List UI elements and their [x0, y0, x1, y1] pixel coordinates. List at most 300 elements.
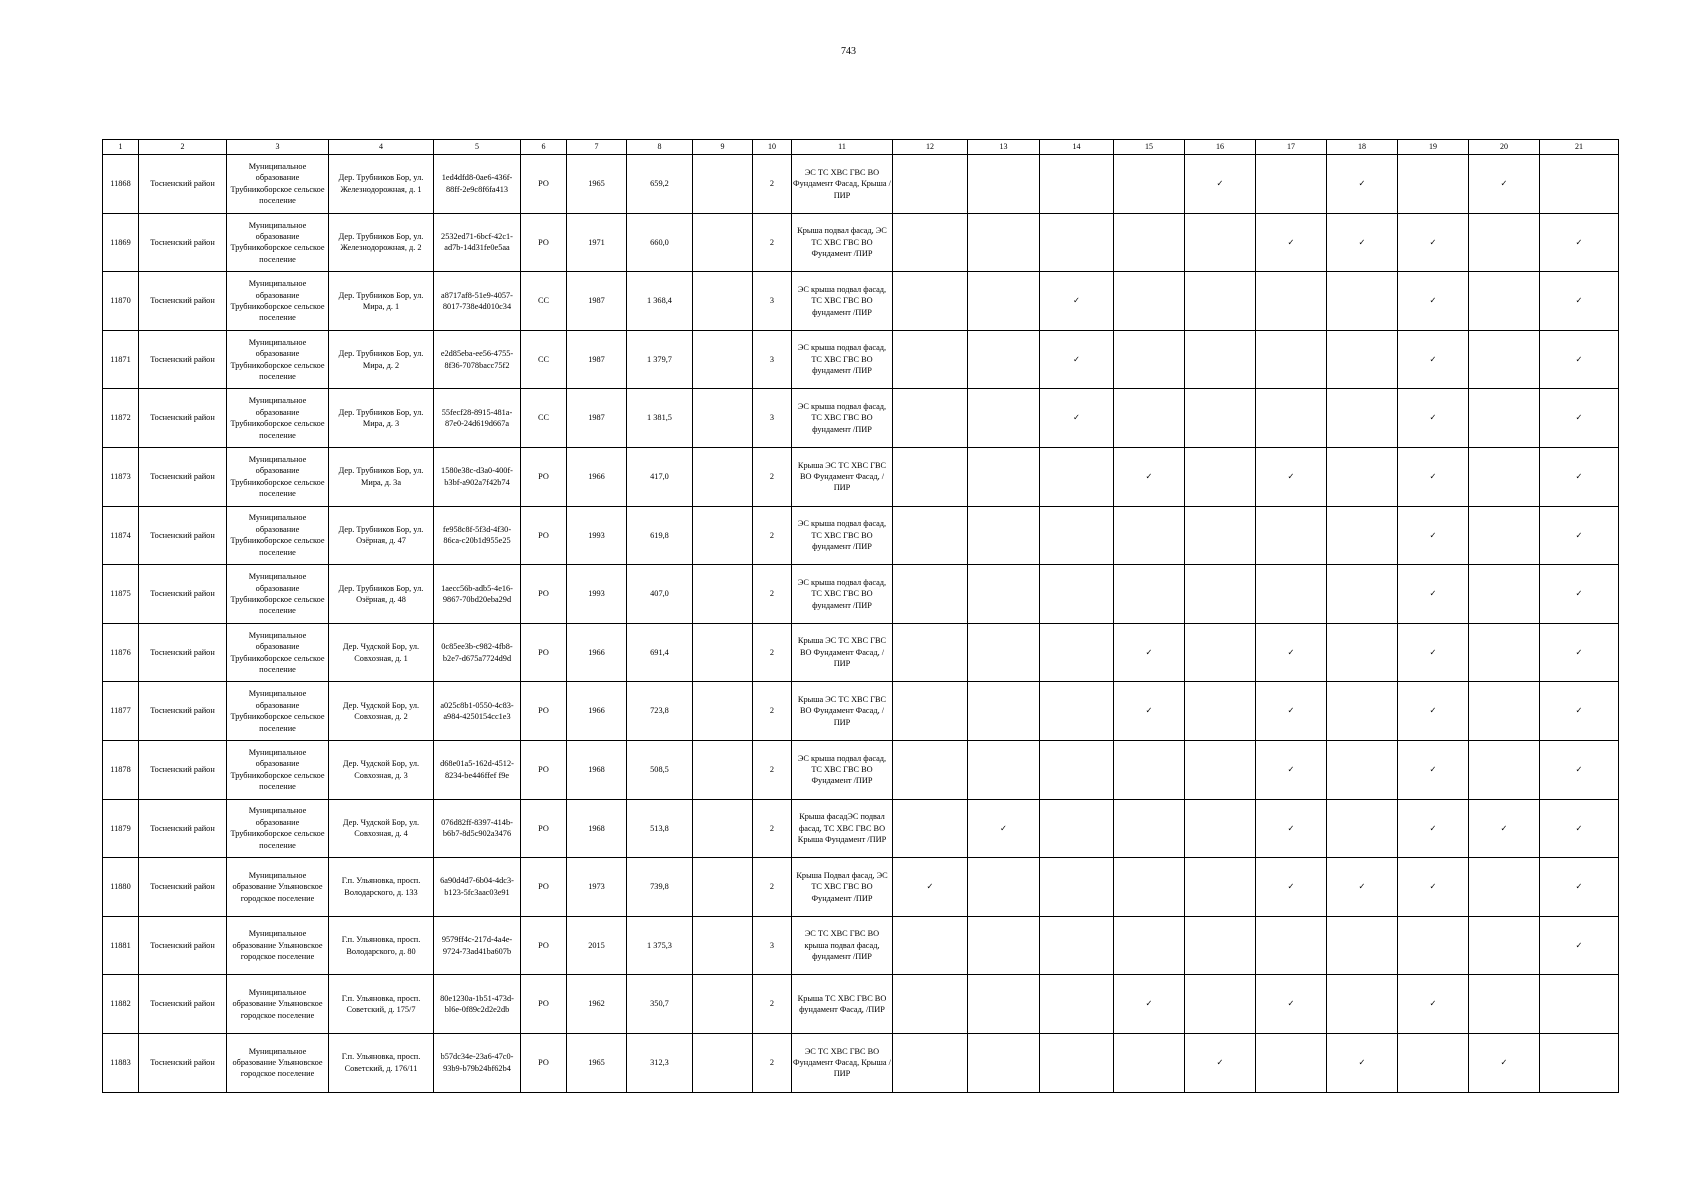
record-id-cell: 11877 — [103, 682, 139, 741]
column-header: 15 — [1114, 140, 1185, 155]
area-cell: 513,8 — [627, 799, 693, 858]
record-id-cell: 11879 — [103, 799, 139, 858]
municipality-cell: Муниципальное образование Трубникоборское сельское поселение — [227, 506, 329, 565]
check-cell-13 — [968, 330, 1040, 389]
check-cell-15 — [1114, 740, 1185, 799]
district-cell: Тосненский район — [139, 272, 227, 331]
check-cell-12 — [893, 330, 968, 389]
check-cell-16 — [1185, 682, 1256, 741]
check-cell-19: ✓ — [1398, 330, 1469, 389]
column-10-cell: 2 — [753, 565, 792, 624]
address-cell: Г.п. Ульяновка, просп. Советский, д. 176/11 — [329, 1033, 434, 1092]
check-cell-19: ✓ — [1398, 213, 1469, 272]
check-cell-19: ✓ — [1398, 799, 1469, 858]
check-cell-21 — [1540, 155, 1619, 214]
check-cell-12 — [893, 506, 968, 565]
check-cell-21: ✓ — [1540, 740, 1619, 799]
check-cell-14 — [1040, 213, 1114, 272]
column-header: 8 — [627, 140, 693, 155]
year-cell: 1966 — [567, 447, 627, 506]
column-header: 3 — [227, 140, 329, 155]
check-cell-20 — [1469, 975, 1540, 1034]
guid-cell: 80e1230a-1b51-473d-bl6e-0f89c2d2e2db — [434, 975, 521, 1034]
guid-cell: a8717af8-51e9-4057-8017-738e4d010c34 — [434, 272, 521, 331]
check-cell-13 — [968, 740, 1040, 799]
check-cell-20 — [1469, 389, 1540, 448]
check-cell-20 — [1469, 682, 1540, 741]
column-10-cell: 2 — [753, 506, 792, 565]
guid-cell: 1580e38c-d3a0-400f-b3bf-a902a7f42b74 — [434, 447, 521, 506]
check-cell-19: ✓ — [1398, 389, 1469, 448]
check-cell-18 — [1327, 623, 1398, 682]
check-cell-14 — [1040, 155, 1114, 214]
column-header: 16 — [1185, 140, 1256, 155]
record-id-cell: 11871 — [103, 330, 139, 389]
column-header: 18 — [1327, 140, 1398, 155]
district-cell: Тосненский район — [139, 506, 227, 565]
guid-cell: 2532ed71-6bcf-42c1-ad7b-14d31fe0e5aa — [434, 213, 521, 272]
column-header: 13 — [968, 140, 1040, 155]
check-cell-18 — [1327, 682, 1398, 741]
column-10-cell: 3 — [753, 916, 792, 975]
record-id-cell: 11883 — [103, 1033, 139, 1092]
check-cell-13 — [968, 916, 1040, 975]
check-cell-18 — [1327, 740, 1398, 799]
check-cell-15 — [1114, 506, 1185, 565]
column-9-cell — [693, 682, 753, 741]
column-9-cell — [693, 858, 753, 917]
ownership-type-cell: СС — [521, 330, 567, 389]
area-cell: 417,0 — [627, 447, 693, 506]
table-row — [103, 682, 1619, 741]
column-header: 20 — [1469, 140, 1540, 155]
check-cell-14 — [1040, 858, 1114, 917]
check-cell-12 — [893, 916, 968, 975]
check-cell-20: ✓ — [1469, 1033, 1540, 1092]
check-cell-18 — [1327, 799, 1398, 858]
check-cell-12 — [893, 682, 968, 741]
district-cell: Тосненский район — [139, 740, 227, 799]
check-cell-19: ✓ — [1398, 447, 1469, 506]
check-cell-19 — [1398, 155, 1469, 214]
district-cell: Тосненский район — [139, 682, 227, 741]
check-cell-14 — [1040, 447, 1114, 506]
municipality-cell: Муниципальное образование Трубникоборское сельское поселение — [227, 155, 329, 214]
ownership-type-cell: РО — [521, 740, 567, 799]
district-cell: Тосненский район — [139, 565, 227, 624]
table-row — [103, 213, 1619, 272]
works-cell: ЭС крыша подвал фасад, ТС ХВС ГВС ВО фундамент /ПИР — [792, 272, 893, 331]
check-cell-16 — [1185, 565, 1256, 624]
table-row — [103, 799, 1619, 858]
district-cell: Тосненский район — [139, 389, 227, 448]
check-cell-16 — [1185, 330, 1256, 389]
check-cell-15 — [1114, 1033, 1185, 1092]
check-cell-16 — [1185, 623, 1256, 682]
year-cell: 1965 — [567, 1033, 627, 1092]
check-cell-19: ✓ — [1398, 506, 1469, 565]
address-cell: Дер. Трубников Бор, ул. Мира, д. 2 — [329, 330, 434, 389]
check-cell-14: ✓ — [1040, 330, 1114, 389]
check-cell-17: ✓ — [1256, 799, 1327, 858]
year-cell: 1966 — [567, 682, 627, 741]
column-9-cell — [693, 740, 753, 799]
column-header: 9 — [693, 140, 753, 155]
column-9-cell — [693, 389, 753, 448]
check-cell-16 — [1185, 213, 1256, 272]
column-10-cell: 2 — [753, 799, 792, 858]
address-cell: Дер. Трубников Бор, ул. Озёрная, д. 47 — [329, 506, 434, 565]
table-row — [103, 740, 1619, 799]
check-cell-14 — [1040, 1033, 1114, 1092]
year-cell: 1973 — [567, 858, 627, 917]
page-number: 743 — [841, 46, 856, 57]
check-cell-16 — [1185, 506, 1256, 565]
record-id-cell: 11869 — [103, 213, 139, 272]
table-row — [103, 565, 1619, 624]
works-cell: Крыша подвал фасад, ЭС ТС ХВС ГВС ВО Фундамент /ПИР — [792, 213, 893, 272]
ownership-type-cell: РО — [521, 213, 567, 272]
year-cell: 1993 — [567, 506, 627, 565]
check-cell-20 — [1469, 272, 1540, 331]
ownership-type-cell: СС — [521, 389, 567, 448]
area-cell: 1 381,5 — [627, 389, 693, 448]
district-cell: Тосненский район — [139, 213, 227, 272]
check-cell-14 — [1040, 975, 1114, 1034]
district-cell: Тосненский район — [139, 916, 227, 975]
check-cell-16 — [1185, 389, 1256, 448]
area-cell: 691,4 — [627, 623, 693, 682]
record-id-cell: 11878 — [103, 740, 139, 799]
check-cell-20: ✓ — [1469, 155, 1540, 214]
municipality-cell: Муниципальное образование Ульяновское городское поселение — [227, 1033, 329, 1092]
table-row — [103, 916, 1619, 975]
check-cell-18: ✓ — [1327, 1033, 1398, 1092]
guid-cell: b57dc34e-23a6-47c0-93b9-b79b24bf62b4 — [434, 1033, 521, 1092]
year-cell: 1968 — [567, 740, 627, 799]
column-9-cell — [693, 799, 753, 858]
column-9-cell — [693, 330, 753, 389]
column-header: 14 — [1040, 140, 1114, 155]
guid-cell: d68e01a5-162d-4512-8234-be446ffef f9e — [434, 740, 521, 799]
check-cell-17: ✓ — [1256, 623, 1327, 682]
year-cell: 1965 — [567, 155, 627, 214]
column-10-cell: 3 — [753, 389, 792, 448]
works-cell: ЭС крыша подвал фасад, ТС ХВС ГВС ВО фундамент /ПИР — [792, 565, 893, 624]
address-cell: Дер. Трубников Бор, ул. Мира, д. 3а — [329, 447, 434, 506]
check-cell-13 — [968, 1033, 1040, 1092]
check-cell-20 — [1469, 623, 1540, 682]
guid-cell: 0c85ee3b-c982-4fb8-b2e7-d675a7724d9d — [434, 623, 521, 682]
column-header: 2 — [139, 140, 227, 155]
check-cell-17: ✓ — [1256, 447, 1327, 506]
guid-cell: 1ed4dfd8-0ae6-436f-88ff-2e9c8f6fa413 — [434, 155, 521, 214]
municipality-cell: Муниципальное образование Трубникоборское сельское поселение — [227, 799, 329, 858]
column-9-cell — [693, 272, 753, 331]
check-cell-15 — [1114, 858, 1185, 917]
district-cell: Тосненский район — [139, 330, 227, 389]
check-cell-20 — [1469, 506, 1540, 565]
column-header: 6 — [521, 140, 567, 155]
ownership-type-cell: РО — [521, 975, 567, 1034]
check-cell-12 — [893, 389, 968, 448]
year-cell: 1971 — [567, 213, 627, 272]
table-row — [103, 1033, 1619, 1092]
check-cell-20 — [1469, 916, 1540, 975]
check-cell-17 — [1256, 155, 1327, 214]
column-9-cell — [693, 623, 753, 682]
address-cell: Дер. Трубников Бор, ул. Озёрная, д. 48 — [329, 565, 434, 624]
ownership-type-cell: РО — [521, 916, 567, 975]
check-cell-21: ✓ — [1540, 389, 1619, 448]
works-cell: ЭС крыша подвал фасад, ТС ХВС ГВС ВО фундамент /ПИР — [792, 506, 893, 565]
check-cell-17: ✓ — [1256, 858, 1327, 917]
column-10-cell: 2 — [753, 623, 792, 682]
column-header: 21 — [1540, 140, 1619, 155]
check-cell-21: ✓ — [1540, 565, 1619, 624]
column-10-cell: 2 — [753, 447, 792, 506]
check-cell-14 — [1040, 623, 1114, 682]
check-cell-21: ✓ — [1540, 330, 1619, 389]
area-cell: 1 375,3 — [627, 916, 693, 975]
area-cell: 312,3 — [627, 1033, 693, 1092]
record-id-cell: 11876 — [103, 623, 139, 682]
check-cell-17 — [1256, 272, 1327, 331]
check-cell-12: ✓ — [893, 858, 968, 917]
district-cell: Тосненский район — [139, 155, 227, 214]
check-cell-19: ✓ — [1398, 975, 1469, 1034]
guid-cell: fe958c8f-5f3d-4f30-86ca-c20b1d955e25 — [434, 506, 521, 565]
check-cell-12 — [893, 155, 968, 214]
record-id-cell: 11873 — [103, 447, 139, 506]
area-cell: 1 368,4 — [627, 272, 693, 331]
check-cell-20 — [1469, 213, 1540, 272]
municipality-cell: Муниципальное образование Трубникоборское сельское поселение — [227, 740, 329, 799]
year-cell: 1987 — [567, 330, 627, 389]
check-cell-21: ✓ — [1540, 916, 1619, 975]
year-cell: 1962 — [567, 975, 627, 1034]
check-cell-13 — [968, 155, 1040, 214]
check-cell-15: ✓ — [1114, 623, 1185, 682]
record-id-cell: 11870 — [103, 272, 139, 331]
area-cell: 660,0 — [627, 213, 693, 272]
table-row — [103, 155, 1619, 214]
check-cell-16 — [1185, 916, 1256, 975]
check-cell-17 — [1256, 389, 1327, 448]
area-cell: 508,5 — [627, 740, 693, 799]
column-10-cell: 2 — [753, 1033, 792, 1092]
check-cell-20 — [1469, 447, 1540, 506]
check-cell-17: ✓ — [1256, 682, 1327, 741]
check-cell-14: ✓ — [1040, 389, 1114, 448]
table-row — [103, 389, 1619, 448]
check-cell-17: ✓ — [1256, 213, 1327, 272]
check-cell-15 — [1114, 565, 1185, 624]
guid-cell: 076d82ff-8397-414b-b6b7-8d5c902a3476 — [434, 799, 521, 858]
column-header: 11 — [792, 140, 893, 155]
check-cell-18: ✓ — [1327, 858, 1398, 917]
check-cell-14 — [1040, 799, 1114, 858]
year-cell: 2015 — [567, 916, 627, 975]
address-cell: Дер. Чудской Бор, ул. Совхозная, д. 1 — [329, 623, 434, 682]
check-cell-14 — [1040, 682, 1114, 741]
ownership-type-cell: СС — [521, 272, 567, 331]
address-cell: Дер. Трубников Бор, ул. Железнодорожная, д. 2 — [329, 213, 434, 272]
works-cell: Крыша Подвал фасад, ЭС ТС ХВС ГВС ВО Фундамент /ПИР — [792, 858, 893, 917]
works-cell: Крыша фасадЭС подвал фасад, ТС ХВС ГВС ВО Крыша Фундамент /ПИР — [792, 799, 893, 858]
check-cell-12 — [893, 565, 968, 624]
works-cell: ЭС ТС ХВС ГВС ВО крыша подвал фасад, фундамент /ПИР — [792, 916, 893, 975]
column-9-cell — [693, 975, 753, 1034]
check-cell-17 — [1256, 1033, 1327, 1092]
ownership-type-cell: РО — [521, 565, 567, 624]
municipality-cell: Муниципальное образование Трубникоборское сельское поселение — [227, 447, 329, 506]
registry-body — [103, 155, 1619, 1093]
check-cell-16 — [1185, 858, 1256, 917]
check-cell-19: ✓ — [1398, 858, 1469, 917]
check-cell-16 — [1185, 740, 1256, 799]
check-cell-20 — [1469, 565, 1540, 624]
column-header: 17 — [1256, 140, 1327, 155]
works-cell: ЭС крыша подвал фасад, ТС ХВС ГВС ВО Фундамент /ПИР — [792, 740, 893, 799]
ownership-type-cell: РО — [521, 858, 567, 917]
check-cell-13 — [968, 272, 1040, 331]
check-cell-18 — [1327, 565, 1398, 624]
column-number-row — [103, 140, 1619, 155]
check-cell-15 — [1114, 916, 1185, 975]
works-cell: ЭС крыша подвал фасад, ТС ХВС ГВС ВО фундамент /ПИР — [792, 389, 893, 448]
district-cell: Тосненский район — [139, 799, 227, 858]
table-row — [103, 272, 1619, 331]
check-cell-15 — [1114, 213, 1185, 272]
check-cell-18 — [1327, 389, 1398, 448]
check-cell-21: ✓ — [1540, 506, 1619, 565]
check-cell-21 — [1540, 1033, 1619, 1092]
check-cell-13 — [968, 389, 1040, 448]
area-cell: 407,0 — [627, 565, 693, 624]
check-cell-14 — [1040, 565, 1114, 624]
record-id-cell: 11874 — [103, 506, 139, 565]
column-10-cell: 3 — [753, 272, 792, 331]
check-cell-18 — [1327, 916, 1398, 975]
check-cell-17 — [1256, 506, 1327, 565]
table-row — [103, 975, 1619, 1034]
ownership-type-cell: РО — [521, 447, 567, 506]
check-cell-18 — [1327, 272, 1398, 331]
check-cell-18 — [1327, 330, 1398, 389]
check-cell-19: ✓ — [1398, 272, 1469, 331]
check-cell-20 — [1469, 330, 1540, 389]
check-cell-15 — [1114, 799, 1185, 858]
record-id-cell: 11875 — [103, 565, 139, 624]
works-cell: Крыша ЭС ТС ХВС ГВС ВО Фундамент Фасад, /ПИР — [792, 623, 893, 682]
check-cell-21: ✓ — [1540, 858, 1619, 917]
district-cell: Тосненский район — [139, 623, 227, 682]
check-cell-15: ✓ — [1114, 975, 1185, 1034]
municipality-cell: Муниципальное образование Трубникоборское сельское поселение — [227, 213, 329, 272]
address-cell: Дер. Чудской Бор, ул. Совхозная, д. 2 — [329, 682, 434, 741]
check-cell-12 — [893, 623, 968, 682]
check-cell-21: ✓ — [1540, 682, 1619, 741]
check-cell-12 — [893, 447, 968, 506]
year-cell: 1968 — [567, 799, 627, 858]
column-9-cell — [693, 916, 753, 975]
check-cell-14: ✓ — [1040, 272, 1114, 331]
address-cell: Дер. Чудской Бор, ул. Совхозная, д. 4 — [329, 799, 434, 858]
column-9-cell — [693, 447, 753, 506]
check-cell-21: ✓ — [1540, 213, 1619, 272]
works-cell: Крыша ТС ХВС ГВС ВО фундамент Фасад, /ПИР — [792, 975, 893, 1034]
check-cell-21: ✓ — [1540, 799, 1619, 858]
column-10-cell: 2 — [753, 975, 792, 1034]
ownership-type-cell: РО — [521, 1033, 567, 1092]
check-cell-14 — [1040, 506, 1114, 565]
check-cell-12 — [893, 272, 968, 331]
check-cell-16: ✓ — [1185, 155, 1256, 214]
check-cell-19: ✓ — [1398, 740, 1469, 799]
column-9-cell — [693, 565, 753, 624]
column-10-cell: 2 — [753, 155, 792, 214]
check-cell-17: ✓ — [1256, 975, 1327, 1034]
district-cell: Тосненский район — [139, 975, 227, 1034]
check-cell-16 — [1185, 272, 1256, 331]
guid-cell: 6a90d4d7-6b04-4dc3-b123-5fc3aac03e91 — [434, 858, 521, 917]
district-cell: Тосненский район — [139, 447, 227, 506]
municipality-cell: Муниципальное образование Ульяновское городское поселение — [227, 916, 329, 975]
table-row — [103, 858, 1619, 917]
check-cell-18: ✓ — [1327, 213, 1398, 272]
check-cell-13 — [968, 565, 1040, 624]
check-cell-15: ✓ — [1114, 682, 1185, 741]
check-cell-15: ✓ — [1114, 447, 1185, 506]
column-header: 10 — [753, 140, 792, 155]
address-cell: Г.п. Ульяновка, просп. Советский, д. 175/7 — [329, 975, 434, 1034]
table-row — [103, 623, 1619, 682]
column-10-cell: 2 — [753, 682, 792, 741]
area-cell: 659,2 — [627, 155, 693, 214]
address-cell: Г.п. Ульяновка, просп. Володарского, д. 80 — [329, 916, 434, 975]
ownership-type-cell: РО — [521, 506, 567, 565]
works-cell: ЭС крыша подвал фасад, ТС ХВС ГВС ВО фундамент /ПИР — [792, 330, 893, 389]
check-cell-17 — [1256, 916, 1327, 975]
municipality-cell: Муниципальное образование Трубникоборское сельское поселение — [227, 389, 329, 448]
column-10-cell: 2 — [753, 740, 792, 799]
year-cell: 1987 — [567, 389, 627, 448]
column-header: 1 — [103, 140, 139, 155]
check-cell-19 — [1398, 1033, 1469, 1092]
guid-cell: 1aecc56b-adb5-4e16-9867-70bd20eba29d — [434, 565, 521, 624]
check-cell-13 — [968, 623, 1040, 682]
guid-cell: 55fecf28-8915-481a-87e0-24d619d667a — [434, 389, 521, 448]
check-cell-15 — [1114, 330, 1185, 389]
registry-table — [102, 139, 1619, 1093]
address-cell: Дер. Трубников Бор, ул. Мира, д. 1 — [329, 272, 434, 331]
address-cell: Дер. Чудской Бор, ул. Совхозная, д. 3 — [329, 740, 434, 799]
check-cell-12 — [893, 213, 968, 272]
check-cell-19 — [1398, 916, 1469, 975]
check-cell-20 — [1469, 858, 1540, 917]
check-cell-12 — [893, 740, 968, 799]
check-cell-17 — [1256, 330, 1327, 389]
check-cell-16 — [1185, 447, 1256, 506]
check-cell-17: ✓ — [1256, 740, 1327, 799]
district-cell: Тосненский район — [139, 858, 227, 917]
area-cell: 619,8 — [627, 506, 693, 565]
ownership-type-cell: РО — [521, 155, 567, 214]
check-cell-13 — [968, 682, 1040, 741]
check-cell-13 — [968, 506, 1040, 565]
year-cell: 1993 — [567, 565, 627, 624]
